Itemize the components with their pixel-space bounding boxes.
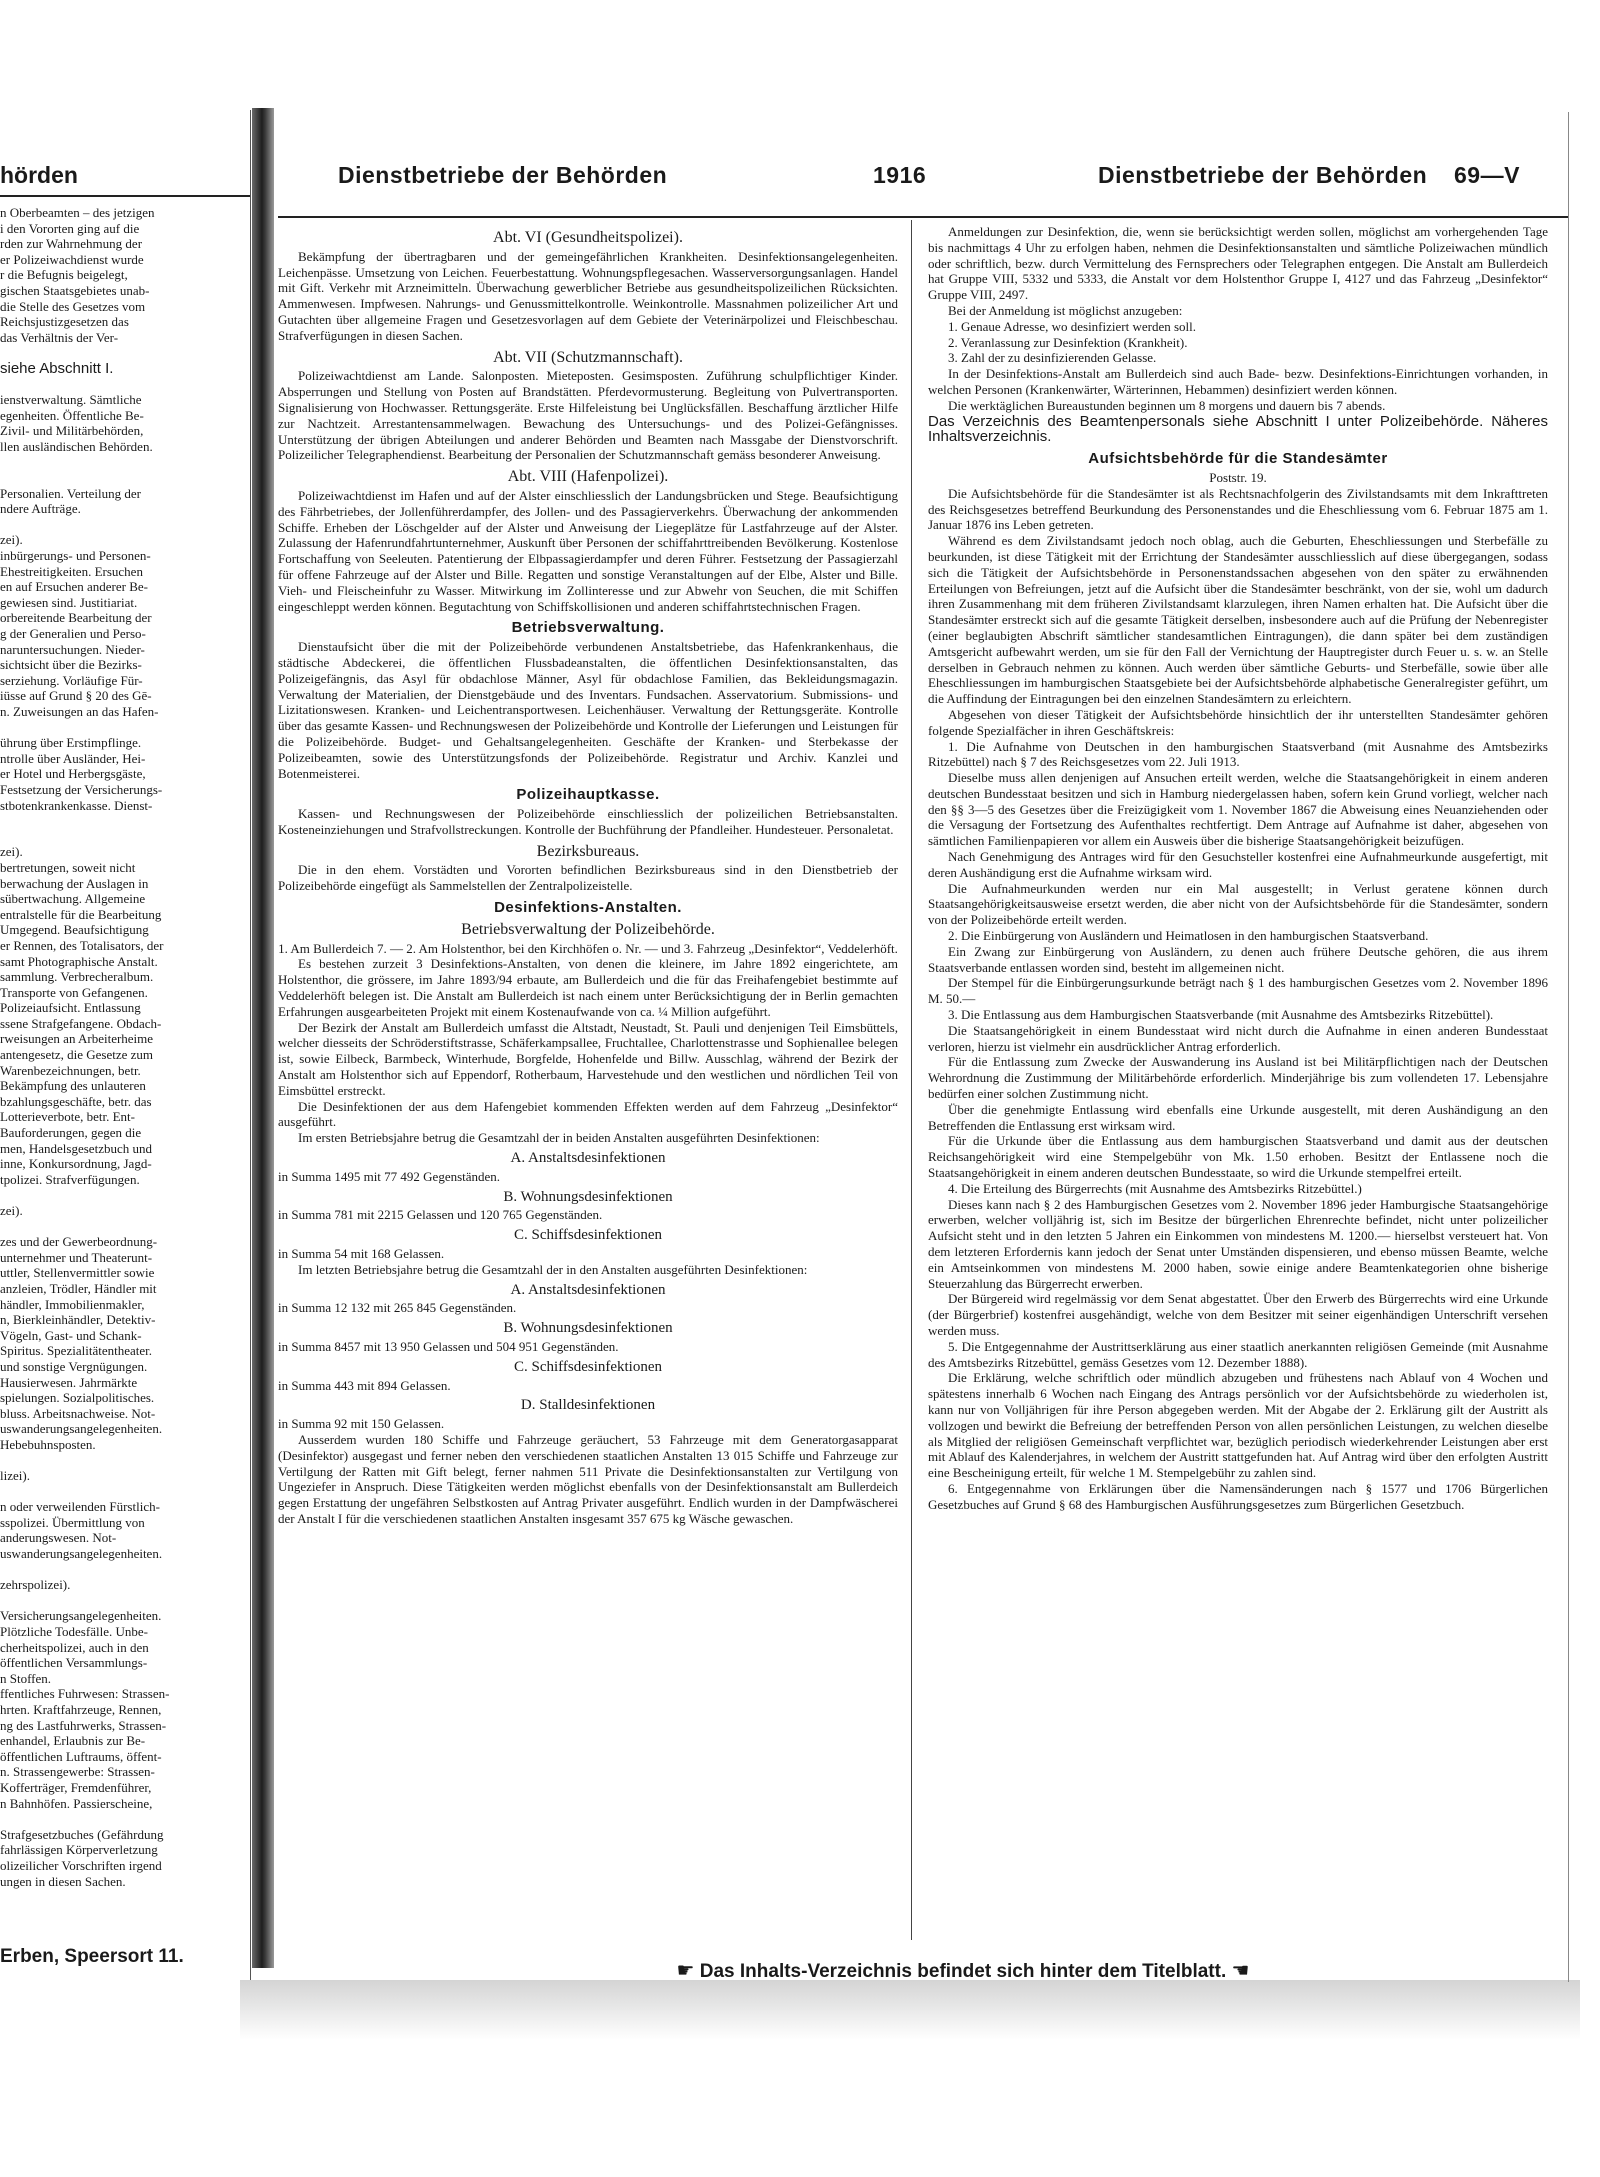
left-page-line: Reichsjustizgesetzen das bbox=[0, 314, 129, 330]
running-header bbox=[278, 158, 1568, 218]
left-page-line: zehrspolizei). bbox=[0, 1577, 71, 1593]
left-page-line bbox=[0, 813, 250, 829]
left-page-line: lizei). bbox=[0, 1468, 30, 1484]
left-page-text bbox=[0, 197, 250, 1889]
left-page-line: Kofferträger, Fremdenführer, bbox=[0, 1779, 152, 1795]
left-page-line: Versicherungsangelegenheiten. bbox=[0, 1608, 162, 1624]
statistic-line: in Summa 8457 mit 13 950 Gelassen und 504 951 Gegenständen. bbox=[278, 1339, 619, 1354]
left-page-line bbox=[0, 829, 250, 845]
section-heading: Abt. VIII (Hafenpolizei). bbox=[507, 468, 669, 486]
footer-text: Das Inhalts-Verzeichnis befindet sich hinter dem Titelblatt. bbox=[699, 1961, 1227, 1982]
left-page-line: die Stelle des Gesetzes vom bbox=[0, 298, 146, 314]
left-page-line: Personalien. Verteilung der bbox=[0, 485, 141, 501]
left-page-footer: Erben, Speersort 11. bbox=[0, 1946, 184, 1967]
paragraph: Abgesehen von dieser Tätigkeit der Aufsichtsbehörde hinsichtlich der ihr unterstellten Standesämter gehören folgende Spezialfächer in ihren Geschäftskreis: bbox=[928, 706, 1548, 738]
left-page-line: n Oberbeamten – des jetzigen bbox=[0, 205, 155, 220]
left-page-line bbox=[0, 1484, 250, 1500]
left-page-line: entralstelle für die Bearbeitung bbox=[0, 906, 162, 922]
left-page-line: öffentlichen Luftraums, öffent- bbox=[0, 1748, 162, 1764]
left-page-line: öffentlichen Versammlungs- bbox=[0, 1655, 148, 1671]
left-page-line: spielungen. Sozialpolitisches. bbox=[0, 1390, 155, 1406]
statistic-line: in Summa 12 132 mit 265 845 Gegenständen. bbox=[278, 1300, 517, 1316]
left-page-line: zei). bbox=[0, 532, 23, 548]
left-page-line: llen ausländischen Behörden. bbox=[0, 438, 153, 454]
left-page-line: rweisungen an Arbeiterheime bbox=[0, 1031, 154, 1047]
paragraph: Bekämpfung der übertragbaren und der gemeingefährlichen Krankheiten. Desinfektionsangelegenheiten. Leichenpässe. Umsetzung von Leichen. Feuerbestattung. Wohnungspflegesachen. Wasserversorgungsanlagen. Handel mit Gift. Verkehr mit Arzneimitteln. Überwachung gewerblicher Betriebe aus gesundheitspolizeilichen Rücksichten. Ammenwesen. Impfwesen. Nahrungs- und Genussmittelkontrolle. Weinkontrolle. Massnahmen polizeilicher Art und Gutachten über allgemeine Fragen und Gesetzesvorlagen auf dem Gebiete der Veterinärpolizei und Fleischbeschau. Strafverfügungen in diesen Sachen. bbox=[278, 248, 898, 343]
left-page-line: gewiesen sind. Justitiariat. bbox=[0, 594, 138, 610]
paragraph: Die Erklärung, welche schriftlich oder mündlich abzugeben und frühestens nach Ablauf von 4 Wochen und spätestens innerhalb 6 Wochen nach Eingang des Antrags persönlich vor der Aufsichtsbehörde zu wiederholen ist, kann nur von Volljährigen für ihre Person abgegeben werden. Mit der Abgabe der 2. Erklärung gilt der Austritt als vollzogen und bewirkt die Befreiung der betreffenden Person von allen persönlichen Leistungen, zu welchen dieselbe als Mitglied der religiösen Gemeinschaft verpflichtet war, bezüglich periodisch wiederkehrender Leistungen aber erst mit Ablauf des Kalenderjahres, in welchem der Austritt stattgefunden hat. Auf Antrag wird über den erfolgten Austritt eine Bescheinigung erteilt, für welche 1 M. Stempelgebühr zu zahlen sind. bbox=[928, 1370, 1548, 1481]
left-page-line: händler, Immobilienmakler, bbox=[0, 1296, 145, 1312]
paragraph: Nach Genehmigung des Antrages wird für den Gesuchsteller kostenfrei eine Aufnahmeurkunde ausgefertigt, mit deren Aushändigung erst die Aufnahme wirksam wird. bbox=[928, 849, 1548, 880]
left-page-line: rden zur Wahrnehmung der bbox=[0, 236, 143, 252]
left-page-line bbox=[0, 377, 250, 393]
paragraph: Der Bürgereid wird regelmässig vor dem Senat abgestattet. Über den Erwerb des Bürgerrechts wird eine Urkunde (der Bürgerbrief) kostenfrei ausgehändigt, welche von dem Besitzer mit seiner eigenhändigen Unterschrift versehen werden muss. bbox=[928, 1291, 1548, 1338]
paragraph: 3. Die Entlassung aus dem Hamburgischen Staatsverbande (mit Ausnahme des Amtsbezirks Ritzebüttel). bbox=[948, 1007, 1494, 1023]
paragraph: Die werktäglichen Bureaustunden beginnen um 8 morgens und dauern bis 7 abends. bbox=[948, 397, 1386, 413]
left-page-line: inbürgerungs- und Personen- bbox=[0, 548, 151, 564]
left-page-line: Hebebuhnsposten. bbox=[0, 1436, 96, 1452]
left-page-line: bzahlungsgeschäfte, betr. das bbox=[0, 1093, 152, 1109]
left-page-line bbox=[0, 720, 250, 736]
left-page-line: fahrlässigen Körperverletzung bbox=[0, 1842, 158, 1858]
left-page-line: Festsetzung der Versicherungs- bbox=[0, 781, 163, 797]
paragraph: 2. Die Einbürgerung von Ausländern und Heimatlosen in den hamburgischen Staatsverband. bbox=[948, 928, 1429, 944]
left-page-line: unternehmer und Theaterunt- bbox=[0, 1249, 153, 1265]
paragraph: Der Bezirk der Anstalt am Bullerdeich umfasst die Altstadt, Neustadt, St. Pauli und denjenigen Teil Eimsbüttels, welcher diesseits der Schröderstiftstrasse, Schäferkampsallee, Fruchtallee, Charlottenstrasse und Sophienallee belegen ist, sowie Eilbeck, Barmbeck, Winterhude, Borgfelde, Hohenfelde und Billw. Ausschlag, während der Bezirk der Anstalt am Holstenthor sich auf Eppendorf, Rotherbaum, Harvestehude und den westlichen und nördlichen Teil von Eimsbüttel erstreckt. bbox=[278, 1019, 898, 1098]
left-page-line bbox=[0, 1562, 250, 1578]
left-page-line: n Bahnhöfen. Passierscheine, bbox=[0, 1795, 153, 1811]
subsection-heading: A. Anstaltsdesinfektionen bbox=[510, 1281, 666, 1298]
left-page-line: Lotterieverbote, betr. Ent- bbox=[0, 1109, 136, 1125]
statistic-line: in Summa 92 mit 150 Gelassen. bbox=[278, 1416, 445, 1432]
column-divider bbox=[911, 220, 912, 1940]
left-page-line: uswanderungsangelegenheiten. bbox=[0, 1546, 163, 1562]
left-page-line: er Hotel und Herbergsgäste, bbox=[0, 766, 146, 782]
paragraph: Dienstaufsicht über die mit der Polizeibehörde verbundenen Anstaltsbetriebe, das Hafenkrankenhaus, die städtische Abdeckerei, die öffentlichen Flussbadeanstalten, die öffentlichen Desinfektionsanstalten, das Polizeigefängnis, das Asyl für obdachlose Männer, Asyl für obdachlose Familien, das Bekleidungsmagazin. Verwaltung der Materialien, der Dienstgebäude und des Inventars. Fundsachen. Asservatorium. Submissions- und Lizitationswesen. Kranken- und Leichentransportwesen. Leichenhäuser. Verwaltung der Rettungsgeräte. Kontrolle über das gesamte Kassen- und Rechnungswesen der Polizeibehörde und Kontrolle der Lieferungen und Leistungen für die Polizeibehörde. Budget- und Gehaltsangelegenheiten. Geschäfte der Kranken- und Sterbekasse der Polizeibeamten, sowie des Unterstützungsfonds der Polizeibehörde. Registratur und Archiv. Kanzlei und Botenmeisterei. bbox=[278, 639, 898, 781]
left-page-line: n, Bierkleinhändler, Detektiv- bbox=[0, 1312, 156, 1328]
left-page-line bbox=[0, 1187, 250, 1203]
left-page-line: das Verhältnis der Ver- bbox=[0, 329, 119, 345]
left-page-line: en auf Ersuchen anderer Be- bbox=[0, 579, 148, 595]
paragraph: Für die Entlassung zum Zwecke der Auswanderung ins Ausland ist bei Militärpflichtigen nach der Deutschen Wehrordnung die Zustimmung der Militärbehörde erforderlich. Minderjährige bis zum vollendeten 17. Lebensjahre bedürfen einer solchen Zustimmung nicht. bbox=[928, 1054, 1548, 1102]
left-page-line: sichtsicht über die Bezirks- bbox=[0, 657, 142, 673]
left-page-line: men, Handelsgesetzbuch und bbox=[0, 1140, 152, 1156]
left-page-line: naruntersuchungen. Nieder- bbox=[0, 641, 145, 657]
page-footer bbox=[358, 1958, 1568, 1982]
paragraph: Die Aufsichtsbehörde für die Standesämter ist als Rechtsnachfolgerin des Zivilstandsamts mit dem Inkrafttreten des Reichsgesetzes betreffend Beurkundung des Personenstandes und die Eheschliessung vom 6. Februar 1875 am 1. Januar 1876 ins Leben getreten. bbox=[928, 485, 1548, 533]
subsection-heading: C. Schiffsdesinfektionen bbox=[513, 1227, 663, 1244]
left-page-line: inne, Konkursordnung, Jagd- bbox=[0, 1156, 152, 1172]
left-page-line: serziehung. Vorläufige Für- bbox=[0, 672, 143, 688]
pointing-hand-icon: ☛ bbox=[676, 1960, 695, 1982]
subsection-heading: B. Wohnungsdesinfektionen bbox=[503, 1320, 673, 1337]
left-page-line: stbotenkrankenkasse. Dienst- bbox=[0, 797, 153, 813]
left-page-line: Strafgesetzbuches (Gefährdung bbox=[0, 1826, 164, 1842]
paragraph: 1. Die Aufnahme von Deutschen in den hamburgischen Staatsverband (mit Ausnahme des Amtsbezirks Ritzebüttel) nach § 7 des Reichsgesetzes vom 22. Juli 1913. bbox=[928, 738, 1548, 770]
left-page-line: hrten. Kraftfahrzeuge, Rennen, bbox=[0, 1702, 162, 1717]
right-page bbox=[278, 112, 1569, 1982]
subsection-heading: A. Anstaltsdesinfektionen bbox=[510, 1150, 666, 1167]
statistic-line: in Summa 1495 mit 77 492 Gegenständen. bbox=[278, 1168, 501, 1184]
left-page-line: Ehestreitigkeiten. Ersuchen bbox=[0, 563, 143, 579]
paragraph: Die Aufnahmeurkunden werden nur ein Mal ausgestellt; in Verlust geratene können durch Staatsangehörigkeitsausweise ersetzt werden, die aber nicht von der Aufsichtsbehörde für die Standesämter, sondern von der Polizeibehörde erteilt werden. bbox=[928, 880, 1548, 928]
paragraph: 4. Die Erteilung des Bürgerrechts (mit Ausnahme des Amtsbezirks Ritzebüttel.) bbox=[948, 1180, 1362, 1196]
list-item: 3. Zahl der zu desinfizierenden Gelasse. bbox=[948, 350, 1157, 366]
left-page-line: ndere Aufträge. bbox=[0, 501, 81, 517]
paragraph: 6. Entgegennahme von Erklärungen über die Namensänderungen nach § 1577 und 1706 Bürgerlichen Gesetzbuches auf Grund § 68 des Hamburgischen Ausführungsgesetzes zum Bürgerlichen Gesetzbuch. bbox=[928, 1480, 1548, 1512]
left-page-line bbox=[0, 1453, 250, 1469]
left-page-line: Zivil- und Militärbehörden, bbox=[0, 423, 144, 439]
paragraph: Dieselbe muss allen denjenigen auf Ansuchen erteilt werden, welche die Staatsangehörigkeit in einem anderen deutschen Bundesstaat besitzen und sich in Hamburg niedergelassen haben, sofern kein Grund vorliegt, welcher nach den §§ 3—5 des Gesetzes über die Freizügigkeit vom 1. November 1867 die Abweisung eines Neuanziehenden oder die Versagung der Fortsetzung des Aufenthaltes rechtfertigt. Dem Antrage auf Aufnahme ist daher, abgesehen von sämtlichen Familienpapieren vor allem ein Ausweis über die bisherige Staatsangehörigkeit beizufügen. bbox=[928, 770, 1548, 849]
section-heading: Betriebsverwaltung der Polizeibehörde. bbox=[461, 920, 715, 938]
left-page-line: Polizeiaufsicht. Entlassung bbox=[0, 1000, 141, 1016]
list-item: 1. Genaue Adresse, wo desinfiziert werden soll. bbox=[948, 318, 1197, 334]
left-page-header: hörden bbox=[0, 110, 250, 197]
left-page-line: antengesetz, die Gesetze zum bbox=[0, 1047, 154, 1063]
paragraph: Die Desinfektionen der aus dem Hafengebiet kommenden Effekten werden auf dem Fahrzeug „Desinfektor“ ausgeführt. bbox=[278, 1098, 898, 1130]
left-page-line: und sonstige Vergnügungen. bbox=[0, 1358, 148, 1374]
section-heading-bold: Betriebsverwaltung. bbox=[511, 619, 665, 637]
left-page-line: ng des Lastfuhrwerks, Strassen- bbox=[0, 1717, 167, 1733]
subsection-heading: C. Schiffsdesinfektionen bbox=[513, 1358, 663, 1375]
paragraph: Während es dem Zivilstandsamt jedoch noch oblag, auch die Geburten, Eheschliessungen und Sterbefälle zu beurkunden, ist diese Tätigkeit mit der Errichtung der Standesämter ausschliesslich auf diese übergegangen, sodass sich die Tätigkeit der Aufsichtsbehörde in Personenstandssachen abgesehen von den später zu erwähnenden Erteilungen von Befreiungen, jetzt auf die Aufsicht über die Standesämter beschränkt, von der sie, wohl um dadurch ihren Zusammenhang mit dem früheren Zivilstandsamt klarzulegen, ihren Namen erhalten hat. Die Aufsicht über die Standesämter erstreckt sich auf die gesamte Tätigkeit derselben, insbesondere auch auf die Prüfung der Nebenregister (einer beglaubigten Abschrift sämtlicher standesamtlichen Eintragungen), die dann später bei dem zuständigen Amtsgericht aufbewahrt werden, um sie für den Fall der Vernichtung der Hauptregister durch Feuer u. s. w. an Stelle derselben in Gebrauch nehmen zu können. Auch werden über sämtliche Geburts- und Sterbefälle, sowie über alle Eheschliessungen im hamburgischen Staatsgebiete bei der Aufsichtsbehörde alphabetische Generalregister geführt, um die Auffindung der Eintragungen bei den einzelnen Standesämtern zu erleichtern. bbox=[928, 533, 1548, 707]
left-page-line: anderungswesen. Not- bbox=[0, 1530, 117, 1546]
section-heading: Bezirksbureaus. bbox=[536, 842, 640, 860]
header-year: 1916 bbox=[873, 162, 927, 188]
left-page-line bbox=[0, 1811, 250, 1827]
left-page-line: n oder verweilenden Fürstlich- bbox=[0, 1499, 160, 1515]
left-page-line: bluss. Arbeitsnachweise. Not- bbox=[0, 1405, 156, 1421]
left-page-line: sammlung. Verbrecheralbum. bbox=[0, 969, 154, 985]
left-page-line bbox=[0, 455, 250, 471]
section-heading-bold: Desinfektions-Anstalten. bbox=[494, 899, 682, 917]
section-heading: Abt. VI (Gesundheitspolizei). bbox=[493, 229, 683, 246]
left-page-line: g der Generalien und Perso- bbox=[0, 626, 146, 642]
left-page-line: er Rennen, des Totalisators, der bbox=[0, 937, 164, 953]
paragraph: Bei der Anmeldung ist möglichst anzugeben: bbox=[948, 302, 1183, 318]
left-page-line: zes und der Gewerbeordnung- bbox=[0, 1234, 158, 1250]
page-shadow bbox=[240, 1980, 1580, 2040]
left-page-line: ffentliches Fuhrwesen: Strassen- bbox=[0, 1686, 170, 1702]
subsection-heading: D. Stalldesinfektionen bbox=[520, 1397, 656, 1414]
paragraph: Die in den ehem. Vorstädten und Vororten befindlichen Bezirksbureaus sind in den Dienstbetrieb der Polizeibehörde eingefügt als Sammelstellen der Zentralpolizeistelle. bbox=[278, 862, 898, 894]
left-page-line: olizeilicher Vorschriften irgend bbox=[0, 1857, 162, 1873]
paragraph: Für die Urkunde über die Entlassung aus dem hamburgischen Staatsverband und damit aus der deutschen Reichsangehörigkeit wird eine Stempelgebühr von Mk. 1.50 erhoben. Besitzt der Entlassene noch die Staatsangehörigkeit in einem anderen deutschen Bundesstaate, so wird die Urkunde stempelfrei erteilt. bbox=[928, 1133, 1548, 1181]
left-page-line: i den Vororten ging auf die bbox=[0, 220, 140, 236]
column-right bbox=[928, 224, 1548, 1513]
left-page-line: ührung über Erstimpflinge. bbox=[0, 735, 142, 751]
left-page bbox=[0, 110, 251, 1980]
paragraph: Im ersten Betriebsjahre betrug die Gesamtzahl der in beiden Anstalten ausgeführten Desinfektionen: bbox=[298, 1130, 820, 1146]
left-page-line: Bauforderungen, gegen die bbox=[0, 1125, 142, 1141]
left-page-line: n. Zuweisungen an das Hafen- bbox=[0, 704, 159, 719]
left-page-line: n. Strassengewerbe: Strassen- bbox=[0, 1764, 155, 1780]
left-page-line: r die Befugnis beigelegt, bbox=[0, 267, 128, 283]
paragraph: Im letzten Betriebsjahre betrug die Gesamtzahl der in den Anstalten ausgeführten Desinfektionen: bbox=[298, 1261, 808, 1277]
left-page-line: anzleien, Trödler, Händler mit bbox=[0, 1280, 157, 1296]
left-page-line: zei). bbox=[0, 844, 23, 860]
paragraph: Dieses kann nach § 2 des Hamburgischen Gesetzes vom 2. November 1896 jeder Hamburgische Staatsangehörige erwerben, welcher volljährig ist, sich im Besitze der bürgerlichen Ehrenrechte befindet, nicht unter polizeilicher Aufsicht steht und in den letzten 5 Jahren ein Einkommen von mindestens M. 1200.— hierselbst versteuert hat. Von dem letzteren Erfordernis kann jedoch der Senat unter Umständen dispensieren, und ebenso müssen Beamte, welche ein Amtseinkommen von mindestens M. 2000 haben, sowie einige andere Beamtenkategorien ohne bisherige Steuerzahlung das Bürgerrecht erwerben. bbox=[928, 1196, 1548, 1291]
cross-reference: Das Verzeichnis des Beamtenpersonals siehe Abschnitt I unter Polizeibehörde. Näheres Inhaltsverzeichnis. bbox=[928, 412, 1548, 446]
left-page-line: uswanderungsangelegenheiten. bbox=[0, 1421, 163, 1437]
paragraph: Anmeldungen zur Desinfektion, die, wenn sie berücksichtigt werden sollen, möglichst am vorhergehenden Tage bis nachmittags 4 Uhr zu erfolgen haben, nehmen die Desinfektionsanstalten und sämtliche Polizeiwachen mündlich oder schriftlich, bezw. durch Vermittelung des Fernsprechers oder Telegraphen entgegen. Die Anstalt am Bullerdeich hat Gruppe VIII, 5332 und 5333, die Anstalt vor dem Holstenthor Gruppe I, 4127 und das Fahrzeug „Desinfektor“ Gruppe VIII, 2497. bbox=[928, 224, 1548, 303]
book-gutter bbox=[252, 108, 274, 1968]
left-page-line: zei). bbox=[0, 1203, 23, 1218]
header-left-title: Dienstbetriebe der Behörden bbox=[338, 162, 668, 188]
pointing-hand-icon: ☚ bbox=[1231, 1960, 1250, 1982]
address-line: Poststr. 19. bbox=[1209, 469, 1267, 485]
left-page-line: n Stoffen. bbox=[0, 1670, 52, 1686]
left-page-line: Vögeln, Gast- und Schank- bbox=[0, 1327, 142, 1343]
left-page-line: tpolizei. Strafverfügungen. bbox=[0, 1171, 140, 1187]
left-page-line bbox=[0, 1593, 250, 1609]
left-page-line: ungen in diesen Sachen. bbox=[0, 1873, 126, 1889]
left-page-line: Hausierwesen. Jahrmärkte bbox=[0, 1374, 138, 1390]
left-page-line: orbereitende Bearbeitung der bbox=[0, 610, 152, 626]
left-page-line: bertretungen, soweit nicht bbox=[0, 859, 136, 875]
list-item: 2. Veranlassung zur Desinfektion (Krankheit). bbox=[948, 334, 1188, 350]
left-page-line: egenheiten. Öffentliche Be- bbox=[0, 407, 144, 423]
left-page-line: iüsse auf Grund § 20 des Gē- bbox=[0, 688, 152, 704]
statistic-line: in Summa 781 mit 2215 Gelassen und 120 765 Gegenständen. bbox=[278, 1207, 603, 1223]
left-page-line: gischen Staatsgebietes unab- bbox=[0, 282, 150, 298]
section-heading-bold: Polizeihauptkasse. bbox=[516, 786, 660, 804]
left-page-line bbox=[0, 470, 250, 486]
left-page-line: berwachung der Auslagen in bbox=[0, 875, 149, 891]
left-page-line: samt Photographische Anstalt. bbox=[0, 953, 158, 969]
paragraph: Ausserdem wurden 180 Schiffe und Fahrzeuge geräuchert, 53 Fahrzeuge mit dem Generatorgasapparat (Desinfektor) ausgegast und ferner neben den verschiedenen staatlichen Anstalten 13 015 Schiffe und Fahrzeuge zur Vertilgung der Ratten mit Gift belegt, ferner nahmen 511 Private die Desinfektionsanstalten zur Vertilgung von Ungeziefer in Anspruch. Diese Tätigkeiten werden möglichst ebenfalls von der Desinfektionsanstalt am Bullerdeich gegen Erstattung der ungefähren Selbstkosten auf Antrag Privater ausgeführt. Endlich wurden in der Dampfwäscherei der Anstalt I für die verschiedenen staatlichen Anstalten insgesamt 357 675 kg Wäsche gewaschen. bbox=[278, 1431, 898, 1526]
header-right-title: Dienstbetriebe der Behörden bbox=[1098, 162, 1428, 188]
left-page-line: siehe Abschnitt I. bbox=[0, 359, 114, 377]
left-page-line: uttler, Stellenvermittler sowie bbox=[0, 1265, 155, 1281]
left-page-line: Umgegend. Beaufsichtigung bbox=[0, 922, 149, 938]
statistic-line: in Summa 443 mit 894 Gelassen. bbox=[278, 1377, 451, 1393]
paragraph: Polizeiwachtdienst im Hafen und auf der Alster einschliesslich der Landungsbrücken und Stege. Beaufsichtigung des Fährbetriebes, der Jollenführerdampfer, des Jollen- und des Passagierverkehrs. Überwachung der ankommenden Schiffe. Erheben der Löschgelder auf der Alster und Anweisung der Liegeplätze für Lastfahrzeuge auf der Alster. Zulassung der Hafenrundfahrtunternehmer, Auskunft über Personen der schiffahrttreibenden Bevölkerung. Kostenlose Fortschaffung von Seeleuten. Patentierung der Elbpassagierdampfer und deren Führer. Festsetzung der Passagierzahl für offene Fahrzeuge auf der Alster und Bille. Regatten und sonstige Veranstaltungen auf der Elbe, Alster und Bille. Vieh- und Fleischeinfuhr zu Wasser. Mitwirkung im Zollinteresse und zur Abwehr von Seuchen, die mit Schiffen eingeschleppt werden können. Begutachtung von Schiffskollisionen und anderen schiffahrtstechnischen Fragen. bbox=[278, 487, 898, 614]
column-left bbox=[278, 224, 898, 1527]
left-page-line: ssene Strafgefangene. Obdach- bbox=[0, 1015, 162, 1031]
left-page-line: sspolizei. Übermittlung von bbox=[0, 1514, 145, 1530]
paragraph: Kassen- und Rechnungswesen der Polizeibehörde einschliesslich der polizeilichen Betriebsanstalten. Kosteneinziehungen und Strafvollstreckungen. Kontrolle der Buchführung der Pfandleiher. Hundesteuer. Personaletat. bbox=[278, 806, 898, 837]
left-page-line: Warenbezeichnungen, betr. bbox=[0, 1062, 141, 1078]
paragraph: Polizeiwachtdienst am Lande. Salonposten. Mieteposten. Gesimsposten. Zuführung schulpflichtiger Kinder. Absperrungen und Stellung von Posten auf Brandstätten. Pferdevormusterung. Begleitung von Pulvertransporten. Signalisierung von Hochwasser. Rettungsgeräte. Erste Hilfeleistung bei Unglücksfällen. Beschaffung ärztlicher Hilfe zur Nachtzeit. Arrestantensammelwagen. Bewachung des Untersuchungs- und des Polizei-Gefängnisses. Unterstützung der übrigen Abteilungen und anderer Behörden und Beamten nach Massgabe der Dienstvorschrift. Polizeilicher Telegraphendienst. Bearbeitung der Personalien der Schutzmannschaft gemäss besonderer Anweisung. bbox=[278, 368, 898, 463]
left-page-line: er Polizeiwachdienst wurde bbox=[0, 251, 144, 267]
left-page-line bbox=[0, 345, 250, 361]
left-page-line bbox=[0, 1219, 250, 1235]
paragraph: Über die genehmigte Entlassung wird ebenfalls eine Urkunde ausgestellt, mit deren Aushändigung an den Betreffenden die Entlassung erst wirksam wird. bbox=[928, 1101, 1548, 1133]
statistic-line: in Summa 54 mit 168 Gelassen. bbox=[278, 1246, 445, 1262]
address-line: 1. Am Bullerdeich 7. — 2. Am Holstenthor, bei den Kirchhöfen o. Nr. — und 3. Fahrzeug „Desinfektor“, Veddelerhöft. bbox=[278, 940, 898, 956]
left-page-line: Spiritus. Spezialitätentheater. bbox=[0, 1343, 152, 1359]
paragraph: In der Desinfektions-Anstalt am Bullerdeich sind auch Bade- bezw. Desinfektions-Einrichtungen vorhanden, in welchen Personen (Krankenwärter, Wärterinnen, Hebammen) desinfiziert werden können. bbox=[928, 366, 1548, 397]
left-page-line: Transporte von Gefangenen. bbox=[0, 984, 148, 1000]
paragraph: Die Staatsangehörigkeit in einem Bundesstaat wird nicht durch die Aufnahme in einen anderen Bundesstaat verloren, hierzu ist vielmehr ein ausdrücklicher Antrag erforderlich. bbox=[928, 1022, 1548, 1054]
section-heading-bold: Aufsichtsbehörde für die Standesämter bbox=[1088, 450, 1388, 468]
left-page-line: Bekämpfung des unlauteren bbox=[0, 1078, 146, 1094]
paragraph: 5. Die Entgegennahme der Austrittserklärung aus einer staatlich anerkannten religiösen Gemeinde (mit Ausnahme des Amtsbezirks Ritzebüttel, gemäss Gesetzes vom 12. Dezember 1888). bbox=[928, 1338, 1548, 1370]
paragraph: Ein Zwang zur Einbürgerung von Ausländern, zu denen auch frühere Deutsche gehören, die aus ihrem Staatsverbande entlassen worden sind, besteht im allgemeinen nicht. bbox=[928, 943, 1548, 975]
left-page-line: cherheitspolizei, auch in den bbox=[0, 1639, 149, 1655]
left-page-line: sübertwachung. Allgemeine bbox=[0, 891, 146, 907]
left-page-line: enhandel, Erlaubnis zur Be- bbox=[0, 1733, 146, 1749]
left-page-line: Plötzliche Todesfälle. Unbe- bbox=[0, 1624, 148, 1640]
page-number: 69—V bbox=[1454, 162, 1520, 188]
section-heading: Abt. VII (Schutzmannschaft). bbox=[493, 348, 683, 366]
paragraph: Es bestehen zurzeit 3 Desinfektions-Anstalten, von denen die kleinere, im Jahre 1892 eingerichtete, am Holstenthor, die grössere, im Jahre 1893/94 erbaute, am Bullerdeich und die für das Freihafengebiet bestimmte auf Veddelerhöft belegen ist. Die Anstalt am Bullerdeich ist nach einem unter Berücksichtigung der in Berlin gemachten Erfahrungen ausgearbeiteten Projekt mit einem Kostenaufwande von ca. ¼ Million aufgeführt. bbox=[278, 956, 898, 1019]
paragraph: Der Stempel für die Einbürgerungsurkunde beträgt nach § 1 des hamburgischen Gesetzes vom 2. November 1896 M. 50.— bbox=[928, 975, 1548, 1007]
left-page-line bbox=[0, 517, 250, 533]
left-page-line: ienstverwaltung. Sämtliche bbox=[0, 392, 142, 408]
subsection-heading: B. Wohnungsdesinfektionen bbox=[503, 1188, 673, 1205]
left-page-line: ntrolle über Ausländer, Hei- bbox=[0, 750, 146, 766]
